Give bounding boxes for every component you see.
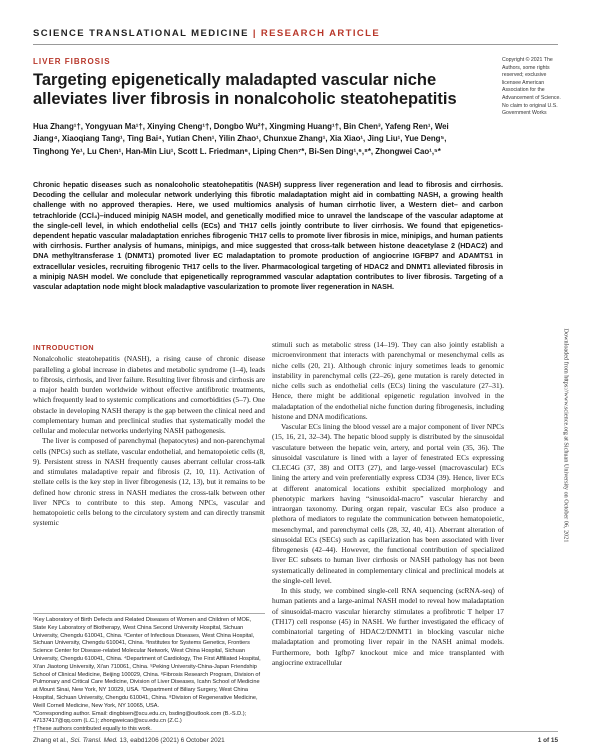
download-note: Downloaded from https://www.science.org at Sichuan University on October 06, 2021 [562, 328, 570, 543]
intro-heading: INTRODUCTION [33, 343, 95, 352]
paragraph: The liver is composed of parenchymal (hepatocytes) and non-parenchymal cells (NPCs) such as stellate, vascular endothelial, and hematopoietic cells (8, 9). Persistent stress in NASH frequently causes aberrant cellular cross-talk and stimulates maladaptive repair and fibrosis (2, 10, 11). Activation of stellate cells is the key step in liver fibrogenesis (12, 13), but it remains to be defined how chronic stress in NASH mediates the cross-talk between other liver NPCs to contribute to this step. Among NPCs, vascular and hematopoietic cells belong to the circulatory system and can directly transmit systemic [33, 436, 265, 528]
right-column [272, 340, 504, 668]
journal-header [33, 28, 380, 39]
paragraph: Nonalcoholic steatohepatitis (NASH), a rising cause of chronic disease paralleling a global increase in diabetes and metabolic syndrome (1–4), leads to fibrosis, cirrhosis, and liver failure. Resulting liver fibrosis and cirrhosis are a major health burden worldwide without effective antifibrotic treatments, which frequently lead to systemic complications and comorbidities (5–7). One obstacle in developing NASH therapy is the gap between the clinical need and complementary human and preclinical studies that systematically model the cellular and molecular networks underlying NASH pathogenesis. [33, 354, 265, 435]
paragraph: In this study, we combined single-cell RNA sequencing (scRNA-seq) of human patients and a large-animal NASH model to reveal how maladaptation of sinusoidal-macro vascular hierarchy stimulates a profibrotic T helper 17 (TH17) cell response (45) in NASH. We further investigated the efficacy of combinatorial targeting of HDAC2/DNMT1 in blocking vascular niche maladaptation and promoting liver repair in the NASH animal models. Furthermore, both Igfbp7 knockout mice and mice transplanted with angiocrine extracellular [272, 586, 504, 667]
footer-citation [33, 737, 225, 744]
download-watermark [561, 330, 571, 730]
article-type: RESEARCH ARTICLE [260, 28, 381, 39]
left-column [33, 343, 265, 529]
affiliations-rule [33, 613, 265, 614]
section-label: LIVER FIBROSIS [33, 57, 111, 66]
page-number-text: 1 of 15 [537, 737, 558, 744]
citation-journal: Sci. Transl. Med. [70, 737, 118, 744]
copyright-notice: Copyright © 2021 The Authors, some rights reserved; exclusive licensee American Association for the Advancement of Science. No claim to original U.S. Government Works [502, 57, 561, 117]
page-number [538, 737, 558, 744]
affiliations [33, 617, 265, 734]
article-title: Targeting epigenetically maladapted vascular niche alleviates liver fibrosis in nonalcoholic steatohepatitis [33, 71, 457, 108]
abstract: Chronic hepatic diseases such as nonalcoholic steatohepatitis (NASH) suppress liver regeneration and lead to fibrosis and cirrhosis. Decoding the cellular and molecular network underlying this fibrotic maladaptation might aid in combatting NASH, a growing health challenge with no approved therapies. Here, we used multiomics analysis of human cirrhotic liver, a Western diet– and carbon tetrachloride (CCl₄)–induced minipig NASH model, and genetically modified mice to unravel the landscape of the vascular adaptome at the single-cell level, in which endothelial cells (ECs) and TH17 cells jointly contribute to liver cirrhosis. We found that epigenetics-dependent hepatic vascular maladaptation enriches fibrogenic TH17 cells to promote liver fibrosis in mice, minipigs, and human patients with cirrhosis. Further analysis of humans, minipigs, and mice suggested that cross-talk between histone deacetylase 2 (HDAC2) and DNA methyltransferase 1 (DNMT1) promoted liver EC maladaptation to promote production of angiocrine IGFBP7 and ADAMTS1 in extracellular vesicles, recruiting fibrogenic TH17 cells to the liver. Pharmacological targeting of HDAC2 and DNMT1 alleviated fibrosis in a minipig NASH model. We conclude that epigenetically reprogrammed vascular adaptation contributes to liver fibrosis. Targeting of a vascular adaptation node might block maladaptive vascularization to promote liver regeneration in NASH. [33, 180, 503, 292]
paragraph: stimuli such as metabolic stress (14–19). They can also jointly establish a microenvironment that interacts with parenchymal or mesenchymal cells as niche cells (20, 21). Although chronic injury sometimes leads to genomic instability in parenchymal cells (22–26), gene mutation is rarely detected in niche cells such as endothelial cells (ECs) lining the vasculature (27–31). Hence, there might be additional epigenetic regulation involved in the maladaptation of the endothelial niche function during fibrogenesis, including histone and DNA modifications. [272, 340, 504, 421]
citation-authors: Zhang et al., [33, 737, 71, 744]
affiliation-list: ¹Key Laboratory of Birth Defects and Related Diseases of Women and Children of MOE, State Key Laboratory of Biotherapy, West China Second University Hospital, Sichuan University, Chengdu 610041, China. ²Center of Infectious Diseases, West China Hospital, Sichuan University, Chengdu 610041, China. ³Institutes for Systems Genetics, Frontiers Science Center for Disease-related Molecular Network, West China Hospital, Sichuan University, Chengdu 610041, China. ⁴Department of Cardiology, The First Affiliated Hospital, Xi'an Jiaotong University, Xi'an 710061, China. ⁵Peking University-China-Japan Friendship School of Clinical Medicine, Beijing 100029, China. ⁶Fibrosis Research Program, Division of Pulmonary and Critical Care Medicine, Division of Liver Diseases, Icahn School of Medicine at Mount Sinai, New York, NY 10029, USA. ⁷Department of Biliary Surgery, West China Hospital, Sichuan University, Chengdu 610041, China. ⁸Division of Regenerative Medicine, Weill Cornell Medicine, New York, NY 10065, USA. [33, 617, 261, 709]
footer-rule [33, 731, 558, 732]
header-separator: | [252, 28, 257, 39]
author-list: Hua Zhang¹†, Yongyuan Ma¹†, Xinying Cheng¹†, Dongbo Wu²†, Xingming Huang¹†, Bin Chen³, Yafeng Ren¹, Wei Jiang⁴, Xiaoqiang Tang¹, Ting Bai⁴, Yutian Chen¹, Yilin Zhao¹, Chunxue Zhang¹, Xia Xiao¹, Jing Liu¹, Yue Deng⁵, Tinghong Ye¹, Lu Chen¹, Han-Min Liu¹, Scott L. Friedman⁶, Liping Chen⁷*, Bi-Sen Ding¹,⁶,⁸*, Zhongwei Cao¹,⁵* [33, 122, 449, 156]
journal-name: SCIENCE TRANSLATIONAL MEDICINE [33, 28, 249, 39]
equal-contribution-note: †These authors contributed equally to this work. [33, 726, 152, 733]
paragraph: Vascular ECs lining the blood vessel are a major component of liver NPCs (15, 16, 21, 32–34). The hepatic blood supply is distributed by the sinusoidal vasculature between the hepatic vein, artery, and portal vein (35, 36). The sinusoidal vasculature is lined with a layer of fenestrated ECs expressing CLEC4G (37, 38) and OIT3 (27), and large-vessel (macrovascular) ECs lining the artery and vein preferentially express CD34 (39). Hence, liver ECs at different anatomical locations exhibit specialized morphology and phenotypic markers having “sinusoidal-macro” vascular hierarchy and intraorgan taxonomy. During organ repair, vascular ECs also produce a plethora of mediators to regulate the communication between hematopoietic, mesenchymal, and parenchymal cells (28, 32, 40, 41). Aberrant alteration of sinusoidal ECs (SECs) such as capillarization has been associated with liver fibrogenesis (42–44). However, the functional contribution of specialized liver EC subsets to human liver cirrhosis or NASH pathology has not been systematically delineated in complementary clinical and preclinical models at the single-cell level. [272, 422, 504, 585]
header-rule [33, 44, 558, 45]
citation-details: 13, eabd1206 (2021) 6 October 2021 [117, 737, 225, 744]
corresponding-author: *Corresponding author. Email: dingbisen@scu.edu.cn, bsding@outlook.com (B.-S.D.); 47137417@qq.com (L.C.); zhongweicao@scu.edu.cn (Z.C.) [33, 710, 247, 725]
